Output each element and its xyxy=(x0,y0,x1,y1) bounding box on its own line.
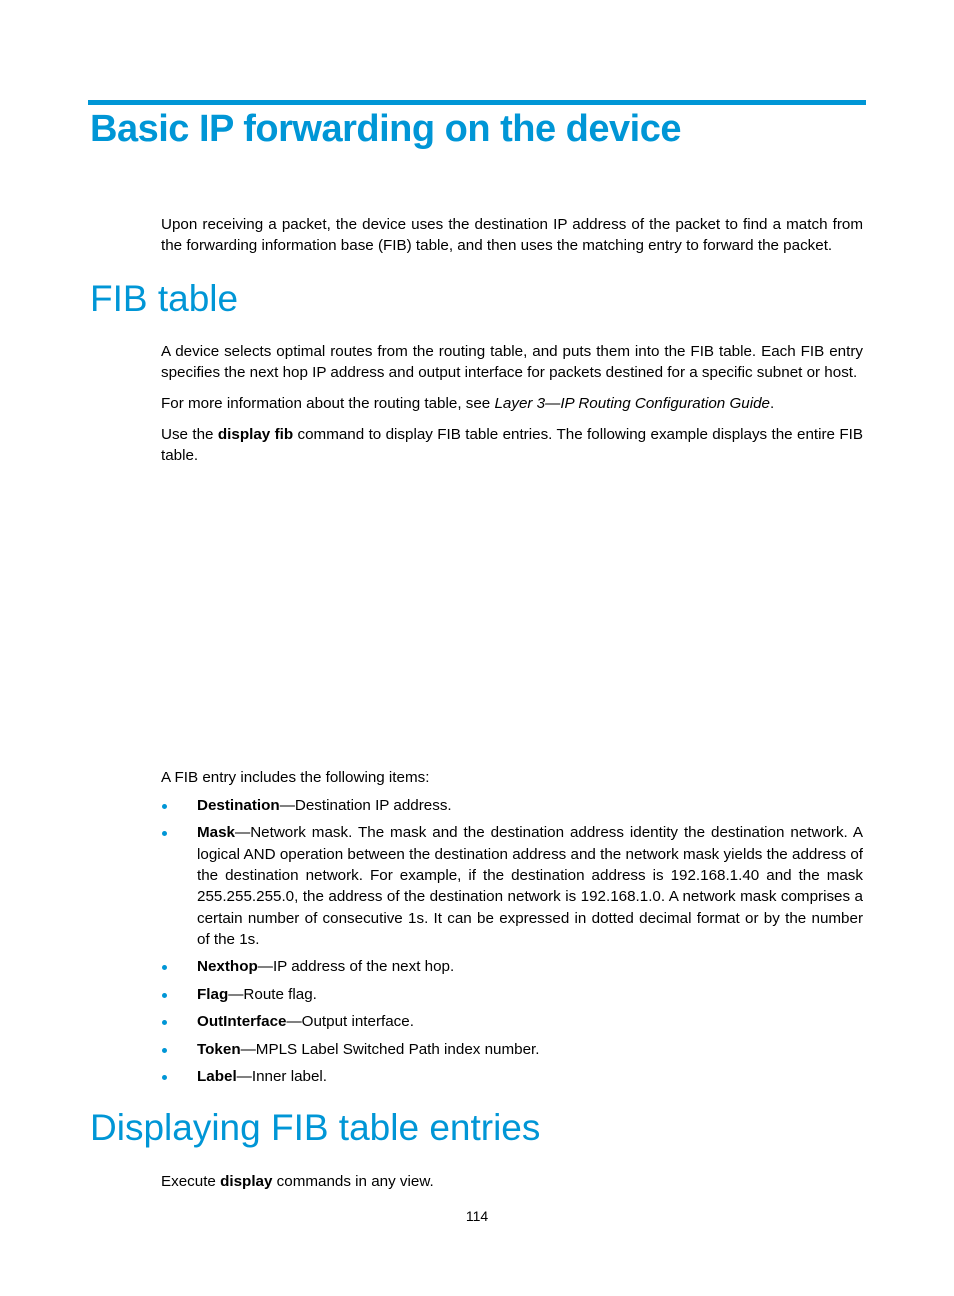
item-description: —Output interface. xyxy=(286,1013,414,1031)
list-item-destination xyxy=(161,795,863,816)
fib-paragraph-2-prefix: For more information about the routing table, see xyxy=(161,395,495,412)
fib-paragraph-3 xyxy=(161,424,863,467)
item-description: —IP address of the next hop. xyxy=(257,958,455,976)
list-item-flag xyxy=(161,984,863,1005)
bullet-icon xyxy=(162,1020,167,1025)
item-description: —MPLS Label Switched Path index number. xyxy=(240,1040,540,1058)
display-paragraph-suffix: commands in any view. xyxy=(272,1173,434,1190)
item-term: Mask xyxy=(197,824,235,842)
display-paragraph xyxy=(161,1171,863,1192)
fib-paragraph-3-prefix: Use the xyxy=(161,426,218,443)
fib-paragraph-2 xyxy=(161,393,863,414)
item-description: —Network mask. The mask and the destination address identity the destination network. A logical AND operation between the destination address and the network mask yields the address of the destination network. For example, if the destination address is 192.168.1.40 and the mask 255.255.255.0, the address of the destination network is 192.168.1.0. A network mask comprises a certain number of consecutive 1s. It can be expressed in dotted decimal format or by the number of the 1s. xyxy=(197,824,863,948)
section-heading-displaying-fib: Displaying FIB table entries xyxy=(90,1107,541,1148)
display-paragraph-prefix: Execute xyxy=(161,1173,221,1190)
item-term: Nexthop xyxy=(197,958,258,976)
fib-items-intro: A FIB entry includes the following items: xyxy=(161,769,430,786)
item-description: —Route flag. xyxy=(228,985,317,1003)
item-description: —Destination IP address. xyxy=(279,797,452,814)
bullet-icon xyxy=(162,1048,167,1053)
command-display-fib: display fib xyxy=(217,426,294,443)
intro-paragraph: Upon receiving a packet, the device uses the destination IP address of the packet to find a match from the forwarding information base (FIB) table, and then uses the matching entry to forward the packet. xyxy=(161,216,863,255)
item-term: OutInterface xyxy=(197,1013,287,1031)
list-item-outinterface xyxy=(161,1011,863,1032)
fib-paragraph-1: A device selects optimal routes from the routing table, and puts them into the FIB table. Each FIB entry specifies the next hop IP address and output interface for packets destined for a specific subnet or host. xyxy=(161,343,863,382)
bullet-icon xyxy=(162,1075,167,1080)
item-term: Destination xyxy=(197,797,280,814)
list-item-label xyxy=(161,1066,863,1087)
item-term: Token xyxy=(197,1040,241,1058)
list-item-nexthop xyxy=(161,956,863,977)
page-number: 114 xyxy=(465,1208,489,1224)
list-item-token xyxy=(161,1039,863,1060)
bullet-icon xyxy=(162,965,167,970)
command-display: display xyxy=(220,1173,273,1190)
chapter-title-rule xyxy=(88,100,866,105)
item-term: Flag xyxy=(197,985,229,1003)
list-item-mask xyxy=(161,822,863,950)
chapter-title: Basic IP forwarding on the device xyxy=(90,108,681,150)
fib-item-list xyxy=(161,795,863,1094)
section-heading-fib-table: FIB table xyxy=(90,278,239,319)
item-term: Label xyxy=(197,1068,237,1086)
guide-reference: Layer 3—IP Routing Configuration Guide xyxy=(494,395,770,412)
item-description: —Inner label. xyxy=(236,1068,328,1086)
bullet-icon xyxy=(162,831,167,836)
bullet-icon xyxy=(162,804,167,809)
bullet-icon xyxy=(162,993,167,998)
fib-paragraph-3-suffix: command to display FIB table entries. The following example displays the entire FIB table. xyxy=(161,426,863,465)
fib-paragraph-2-suffix: . xyxy=(769,395,775,412)
